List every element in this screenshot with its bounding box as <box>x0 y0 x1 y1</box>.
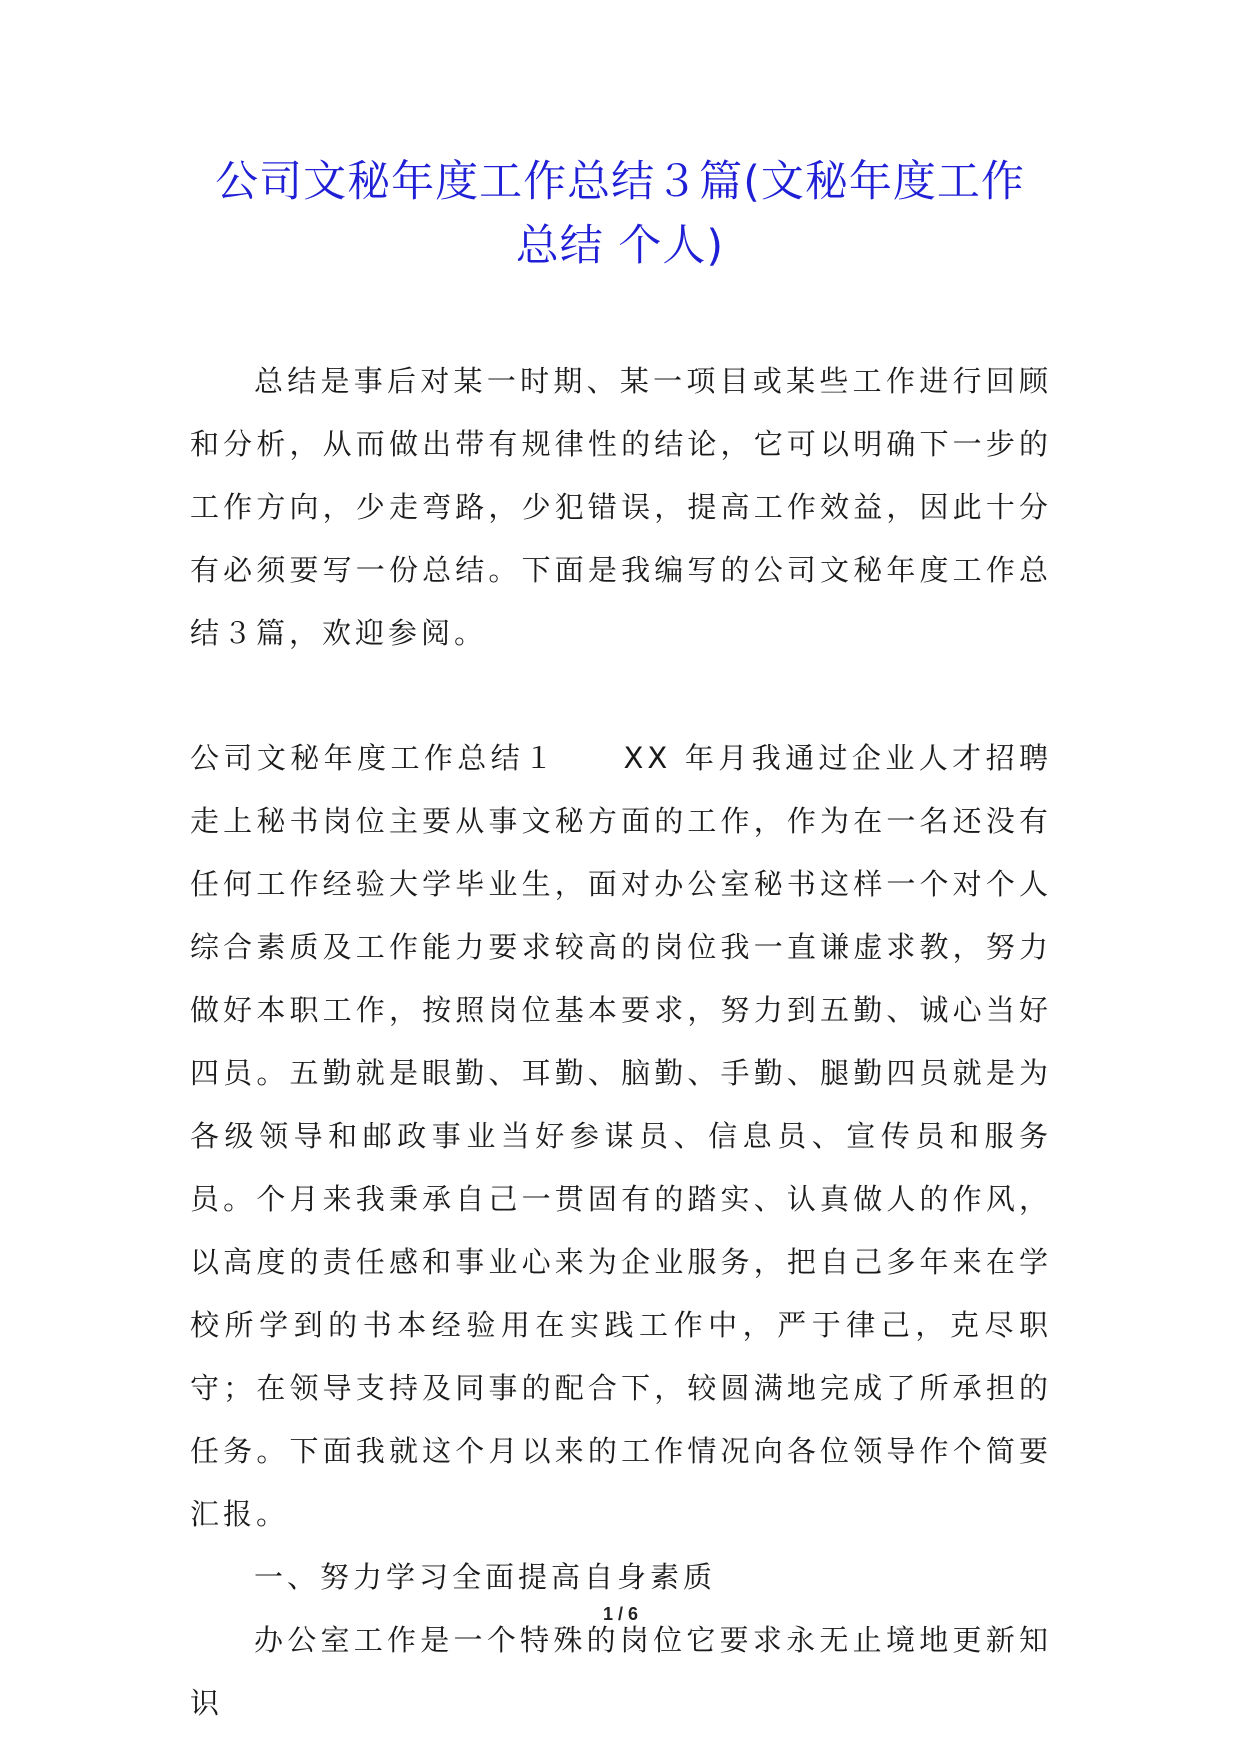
page-number: 1 / 6 <box>602 1604 639 1624</box>
section-1-body: XX 年月我通过企业人才招聘走上秘书岗位主要从事文秘方面的工作，作为在一名还没有任何工作经验大学毕业生，面对办公室秘书这样一个对个人综合素质及工作能力要求较高的岗位我一直谦虚求教，努力做好本职工作，按照岗位基本要求，努力到五勤、诚心当好四员。五勤就是眼勤、耳勤、脑勤、手勤、腿勤四员就是为各级领导和邮政事业当好参谋员、信息员、宣传员和服务员。个月来我秉承自己一贯固有的踏实、认真做人的作风，以高度的责任感和事业心来为企业服务，把自己多年来在学校所学到的书本经验用在实践工作中，严于律己，克尽职守；在领导支持及同事的配合下，较圆满地完成了所承担的任务。下面我就这个月以来的工作情况向各位领导作个简要汇报。 <box>190 741 1052 1531</box>
document-title <box>150 150 1090 278</box>
subheading-1: 一、努力学习全面提高自身素质 <box>254 1560 717 1594</box>
section-1-paragraph <box>190 727 1052 1546</box>
title-line-2: 总结 个人) <box>515 221 725 271</box>
title-line-1: 公司文秘年度工作总结３篇(文秘年度工作 <box>215 157 1025 207</box>
section-1-heading: 公司文秘年度工作总结１ <box>190 741 558 775</box>
document-body <box>190 350 1052 1735</box>
last-paragraph: 办公室工作是一个特殊的岗位它要求永无止境地更新知识 <box>190 1623 1052 1720</box>
intro-paragraph: 总结是事后对某一时期、某一项目或某些工作进行回顾和分析，从而做出带有规律性的结论，它可以明确下一步的工作方向，少走弯路，少犯错误，提高工作效益，因此十分有必须要写一份总结。下面是我编写的公司文秘年度工作总结３篇，欢迎参阅。 <box>190 364 1052 650</box>
